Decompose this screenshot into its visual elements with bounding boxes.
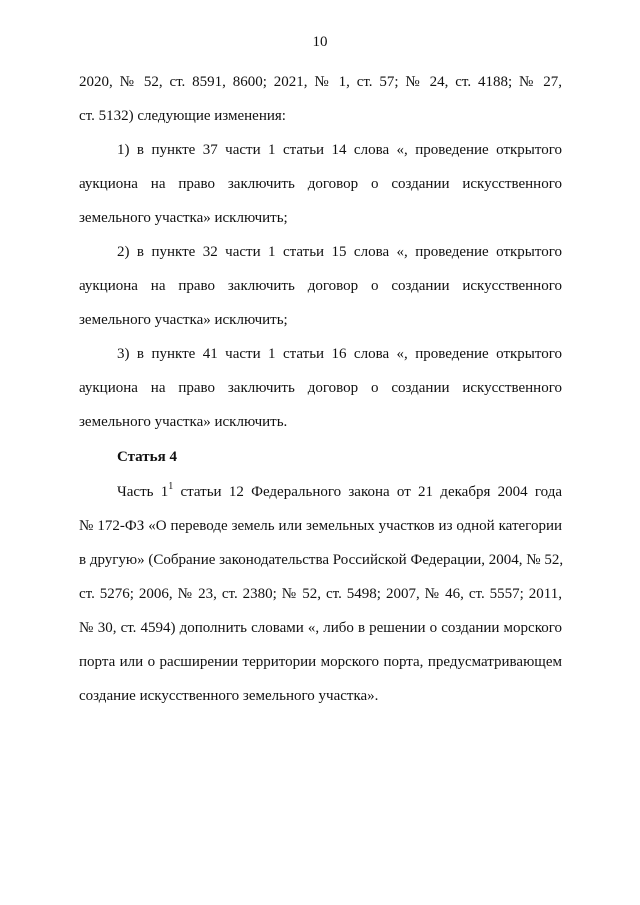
article-4-paragraph-line: ст. 5276; 2006, № 23, ст. 2380; № 52, ст. 5498; 2007, № 46, ст. 5557; 2011, — [79, 586, 562, 602]
intro-line: ст. 5132) следующие изменения: — [79, 108, 286, 124]
article-4-paragraph-line: создание искусственного земельного участка». — [79, 688, 379, 704]
amendment-item-2-line: земельного участка» исключить; — [79, 312, 288, 328]
amendment-item-1: 1) в пункте 37 части 1 статьи 14 слова «, проведение открытого — [117, 142, 562, 158]
amendment-item-3-line: аукциона на право заключить договор о создании искусственного — [79, 380, 562, 396]
article-4-paragraph-line: в другую» (Собрание законодательства Российской Федерации, 2004, № 52, — [79, 552, 564, 568]
page-number: 10 — [312, 34, 328, 50]
amendment-item-1-line: аукциона на право заключить договор о создании искусственного — [79, 176, 562, 192]
amendment-item-2-line: аукциона на право заключить договор о создании искусственного — [79, 278, 562, 294]
amendment-item-3-line: земельного участка» исключить. — [79, 414, 288, 430]
article-4-paragraph-line: № 172-ФЗ «О переводе земель или земельных участков из одной категории — [79, 518, 562, 534]
article-4-paragraph-line — [117, 482, 562, 502]
article-4-paragraph-line: № 30, ст. 4594) дополнить словами «, либо в решении о создании морского — [79, 620, 562, 636]
amendment-item-1-line: земельного участка» исключить; — [79, 210, 288, 226]
article-heading: Статья 4 — [117, 449, 177, 465]
intro-line: 2020, № 52, ст. 8591, 8600; 2021, № 1, ст. 57; № 24, ст. 4188; № 27, — [79, 74, 562, 90]
article-4-paragraph-line: порта или о расширении территории морского порта, предусматривающем — [79, 654, 562, 670]
amendment-item-2: 2) в пункте 32 части 1 статьи 15 слова «, проведение открытого — [117, 244, 562, 260]
amendment-item-3: 3) в пункте 41 части 1 статьи 16 слова «, проведение открытого — [117, 346, 562, 362]
article-4-part-label: Часть 1 — [117, 484, 169, 500]
article-4-text: статьи 12 Федерального закона от 21 декабря 2004 года — [173, 484, 563, 500]
superscript: 1 — [168, 481, 174, 492]
